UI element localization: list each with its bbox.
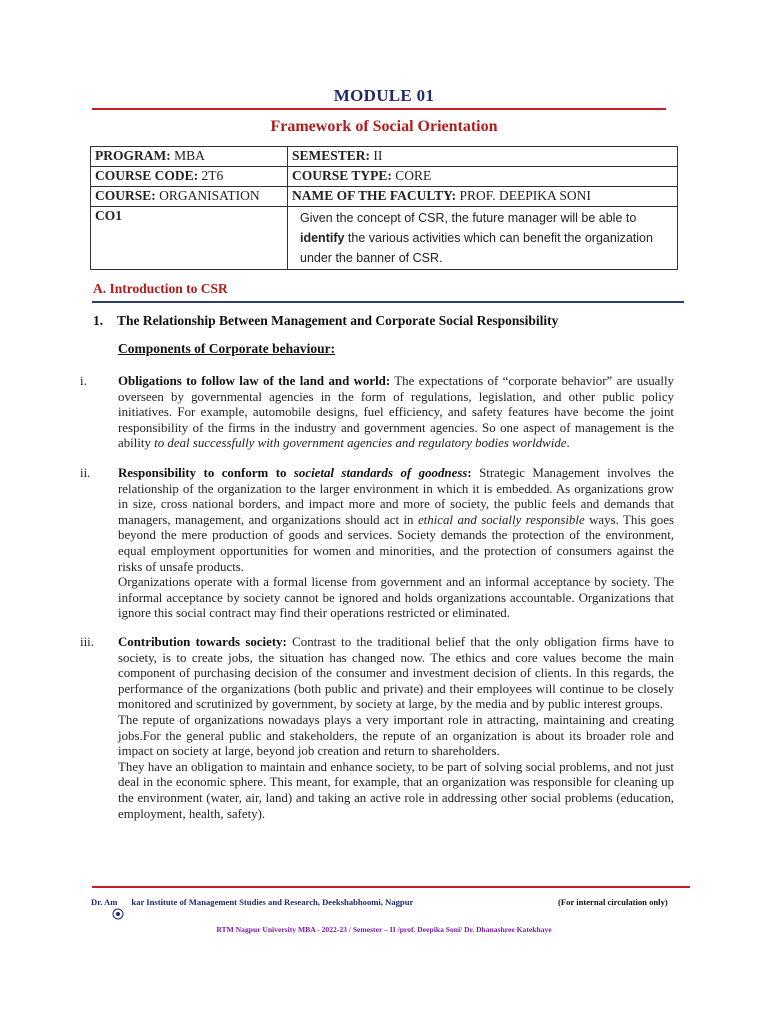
program-cell: PROGRAM: MBA	[91, 147, 288, 167]
module-title: MODULE 01	[333, 86, 435, 105]
components-heading: Components of Corporate behaviour:	[118, 341, 336, 356]
course-code-cell: COURSE CODE: 2T6	[91, 167, 288, 187]
co-label-cell: CO1	[91, 207, 288, 270]
section-divider	[92, 301, 684, 303]
list-number: iii.	[80, 635, 94, 649]
list-number: i.	[80, 374, 87, 388]
semester-cell: SEMESTER: II	[288, 147, 678, 167]
document-subtitle: Framework of Social Orientation	[270, 118, 498, 135]
section-heading: 1. The Relationship Between Management and Corporate Social Responsibility	[93, 313, 559, 328]
institute-logo-icon	[112, 908, 124, 920]
table-row	[91, 207, 678, 270]
footer-divider	[92, 886, 690, 888]
course-info-table	[90, 146, 678, 270]
section-label: A. Introduction to CSR	[93, 281, 228, 296]
course-cell: COURSE: ORGANISATION	[91, 187, 288, 207]
list-item: Responsibility to conform to societal standards of goodness: Strategic Management involves the relationship of the organization to the larger environment in which it is embedded. As organizations grow in size, cross national borders, and impact more and more of society, the public feels and demands that managers, management, and organizations should act in ethical and socially responsible ways. This goes beyond the mere production of goods and services. Society demands the protection of the environment, equal employment opportunities for women and minorities, and the protection of consumers against the risks of unsafe products. Organizations operate with a formal license from government and an informal acceptance by society. The informal acceptance by society cannot be ignored and holds organizations accountable. Organizations that ignore this social contract may find their operations restricted or eliminated.	[118, 466, 674, 621]
title-divider	[92, 108, 666, 110]
footer-institute: Dr. Am kar Institute of Management Studies and Research, Deekshabhoomi, Nagpur	[91, 897, 414, 907]
faculty-cell: NAME OF THE FACULTY: PROF. DEEPIKA SONI	[288, 187, 678, 207]
course-type-cell: COURSE TYPE: CORE	[288, 167, 678, 187]
list-item: Contribution towards society: Contrast to the traditional belief that the only obligation firms have to society, is to create jobs, the situation has changed now. The ethics and core values become the main component of purchasing decision of the consumer and investment decision of clients. In this regards, the performance of the organizations (both public and private) and their employees will continue to be closely monitored and scrutinized by government, by society at large, by the media and by public interest groups. The repute of organizations nowadays plays a very important role in attracting, maintaining and creating jobs.For the general public and stakeholders, the repute of an organization is about its broader role and impact on society at large, beyond job creation and return to shareholders. They have an obligation to maintain and enhance society, to be part of solving social problems, and not just deal in the economic sphere. This meant, for example, that an organization was responsible for cleaning up the environment (water, air, land) and taking an active role in addressing other social problems (education, employment, health, safety).	[118, 635, 674, 821]
table-row	[91, 167, 678, 187]
table-row	[91, 147, 678, 167]
footer-subline: RTM Nagpur University MBA - 2022-23 / Semester – II /prof. Deepika Soni/ Dr. Dhanashree Katekhaye	[216, 925, 552, 934]
list-number: ii.	[80, 466, 91, 480]
list-item: Obligations to follow law of the land and world: The expectations of “corporate behavior” are usually overseen by governmental agencies in the form of regulations, legislation, and other public policy initiatives. For example, automobile designs, fuel efficiency, and safety features have become the joint responsibility of the firms in the industry and government agencies. So one aspect of management is the ability to deal successfully with government agencies and regulatory bodies worldwide.	[118, 374, 674, 451]
co-description-cell: Given the concept of CSR, the future manager will be able to identify the various activities which can benefit the organization under the banner of CSR.	[288, 207, 678, 270]
footer-note: (For internal circulation only)	[558, 897, 668, 907]
table-row	[91, 187, 678, 207]
